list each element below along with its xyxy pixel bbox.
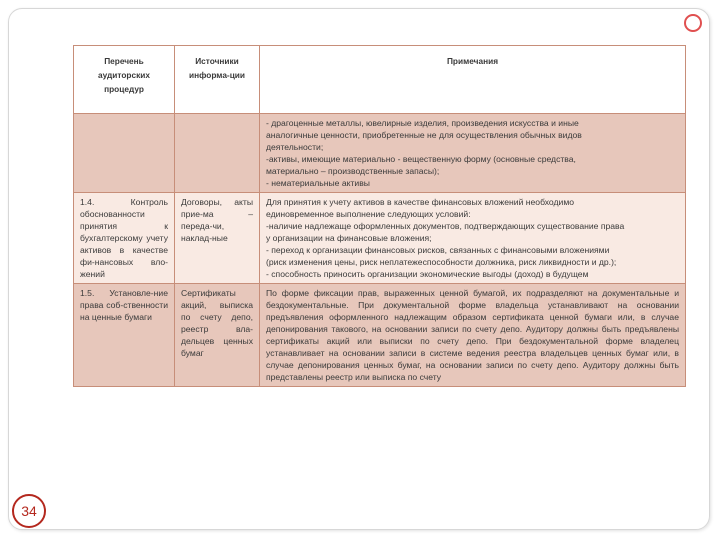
table-row — [74, 193, 686, 284]
note-line: (риск изменения цены, риск неплатежеспособности должника, риск ликвидности и др.); — [266, 257, 617, 267]
audit-procedures-table — [73, 45, 686, 387]
note-line: Для принятия к учету активов в качестве финансовых вложений необходимо — [266, 197, 575, 207]
note-line: -наличие надлежаще оформленных документов, подтверждающих существование права — [266, 221, 625, 231]
table-header-row — [74, 46, 686, 114]
corner-decoration-icon — [684, 14, 702, 32]
page-number-badge: 34 — [12, 494, 46, 528]
row2-source: Договоры, акты прие-ма – переда-чи, наклад-ные — [175, 193, 260, 284]
note-line: аналогичные ценности, приобретенные не для осуществления обычных видов — [266, 130, 582, 140]
note-line: - драгоценные металлы, ювелирные изделия, произведения искусства и иные — [266, 118, 579, 128]
row1-source — [175, 114, 260, 193]
note-line: материально – производственные запасы); — [266, 166, 440, 176]
row3-notes: По форме фиксации прав, выраженных ценной бумагой, их подразделяют на документальные и бездокументальные. При документальной форме владельца устанавливают на основании предъявления оформленного надлежащим образом сертификата ценной бумаги или, в случае депонирования такового, на основании записи по счету депо. Аудитору должны быть предъявлены сертификаты акций или выписки по счету депо. При бездокументальной форме владелец устанавливает на основании записи в системе ведения реестра владельцев ценных бумаг или, в случае депонирования ценных бумаг, на основании записи по счету депо. Аудитору должны быть представлены реестр или выписка по счету — [260, 284, 686, 387]
row1-procedure — [74, 114, 175, 193]
table-row — [74, 114, 686, 193]
header-procedures: Перечень аудиторских процедур — [74, 46, 175, 114]
note-line: - способность приносить организации экономические выгоды (доход) в будущем — [266, 269, 589, 279]
table-row — [74, 284, 686, 387]
header-notes: Примечания — [260, 46, 686, 114]
note-line: -активы, имеющие материально - вещественную форму (основные средства, — [266, 154, 576, 164]
row1-notes — [260, 114, 686, 193]
row2-notes — [260, 193, 686, 284]
note-line: единовременное выполнение следующих условий: — [266, 209, 471, 219]
row3-procedure: 1.5. Установле-ние права соб-ственности на ценные бумаги — [74, 284, 175, 387]
note-line: деятельности; — [266, 142, 324, 152]
note-line: - нематериальные активы — [266, 178, 370, 188]
row3-source: Сертификаты акций, выписка по счету депо, реестр вла-дельцев ценных бумаг — [175, 284, 260, 387]
note-line: - переход к организации финансовых рисков, связанных с финансовыми вложениями — [266, 245, 610, 255]
row2-procedure: 1.4. Контроль обоснованности принятия к бухгалтерскому учету активов в качестве фи-нансовых вло-жений — [74, 193, 175, 284]
note-line: у организации на финансовые вложения; — [266, 233, 432, 243]
header-sources: Источники информа-ции — [175, 46, 260, 114]
